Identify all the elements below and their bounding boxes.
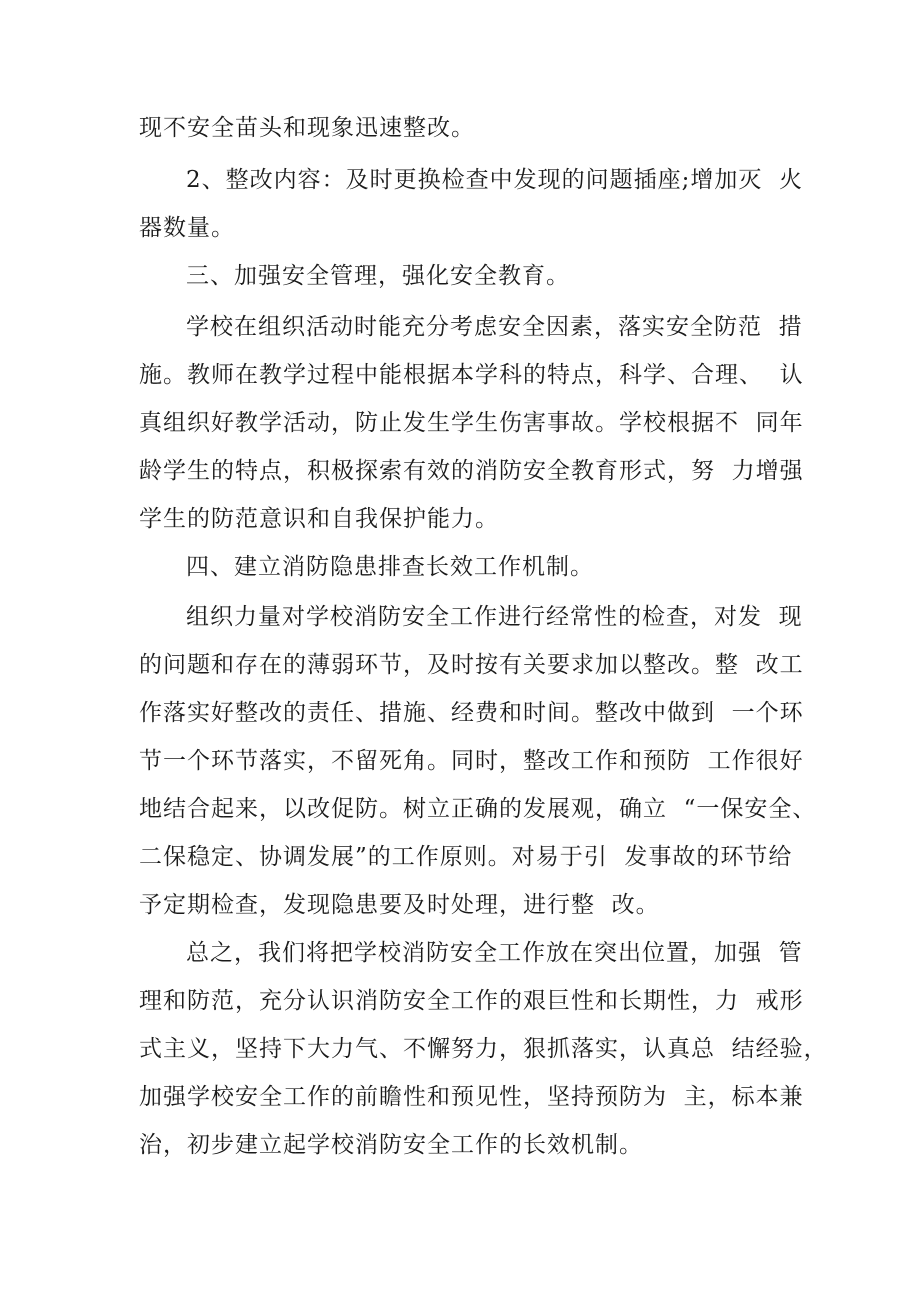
text-line: 作落实好整改的责任、措施、经费和时间。整改中做到 一个环: [139, 700, 804, 726]
text-line: 龄学生的特点，积极探索有效的消防安全教育形式，努 力增强: [139, 458, 804, 484]
text-line: 治，初步建立起学校消防安全工作的长效机制。: [139, 1132, 643, 1158]
text-line: 学校在组织活动时能充分考虑安全因素，落实安全防范 措: [186, 314, 803, 340]
text-line: 予定期检查，发现隐患要及时处理，进行整 改。: [139, 892, 660, 918]
text-line: 加强学校安全工作的前瞻性和预见性，坚持预防为 主，标本兼: [139, 1084, 804, 1110]
text-line: 现不安全苗头和现象迅速整改。: [139, 115, 475, 141]
text-line: 组织力量对学校消防安全工作进行经常性的检查，对发 现: [186, 604, 803, 630]
section-heading: 三、加强安全管理，强化安全教育。: [186, 263, 570, 289]
text-line: 地结合起来，以改促防。树立正确的发展观，确立 “一保安全、: [139, 796, 817, 822]
text-line: 的问题和存在的薄弱环节，及时按有关要求加以整改。整 改工: [139, 652, 804, 678]
text-line: 理和防范，充分认识消防安全工作的艰巨性和长期性，力 戒形: [139, 988, 804, 1014]
text-line: 真组织好教学活动，防止发生学生伤害事故。学校根据不 同年: [139, 410, 804, 436]
text-line: 2、整改内容：及时更换检查中发现的问题插座;增加灭 火: [186, 167, 804, 193]
text-line: 器数量。: [139, 215, 235, 241]
section-heading: 四、建立消防隐患排查长效工作机制。: [186, 554, 594, 580]
text-line: 施。教师在教学过程中能根据本学科的特点，科学、合理、 认: [139, 362, 804, 388]
text-line: 式主义，坚持下大力气、不懈努力，狠抓落实，认真总 结经验，: [139, 1036, 828, 1062]
text-line: 二保稳定、协调发展”的工作原则。对易于引 发事故的环节给: [139, 844, 793, 870]
text-line: 节一个环节落实，不留死角。同时，整改工作和预防 工作很好: [139, 748, 804, 774]
text-line: 总之，我们将把学校消防安全工作放在突出位置，加强 管: [186, 940, 803, 966]
text-line: 学生的防范意识和自我保护能力。: [139, 506, 499, 532]
